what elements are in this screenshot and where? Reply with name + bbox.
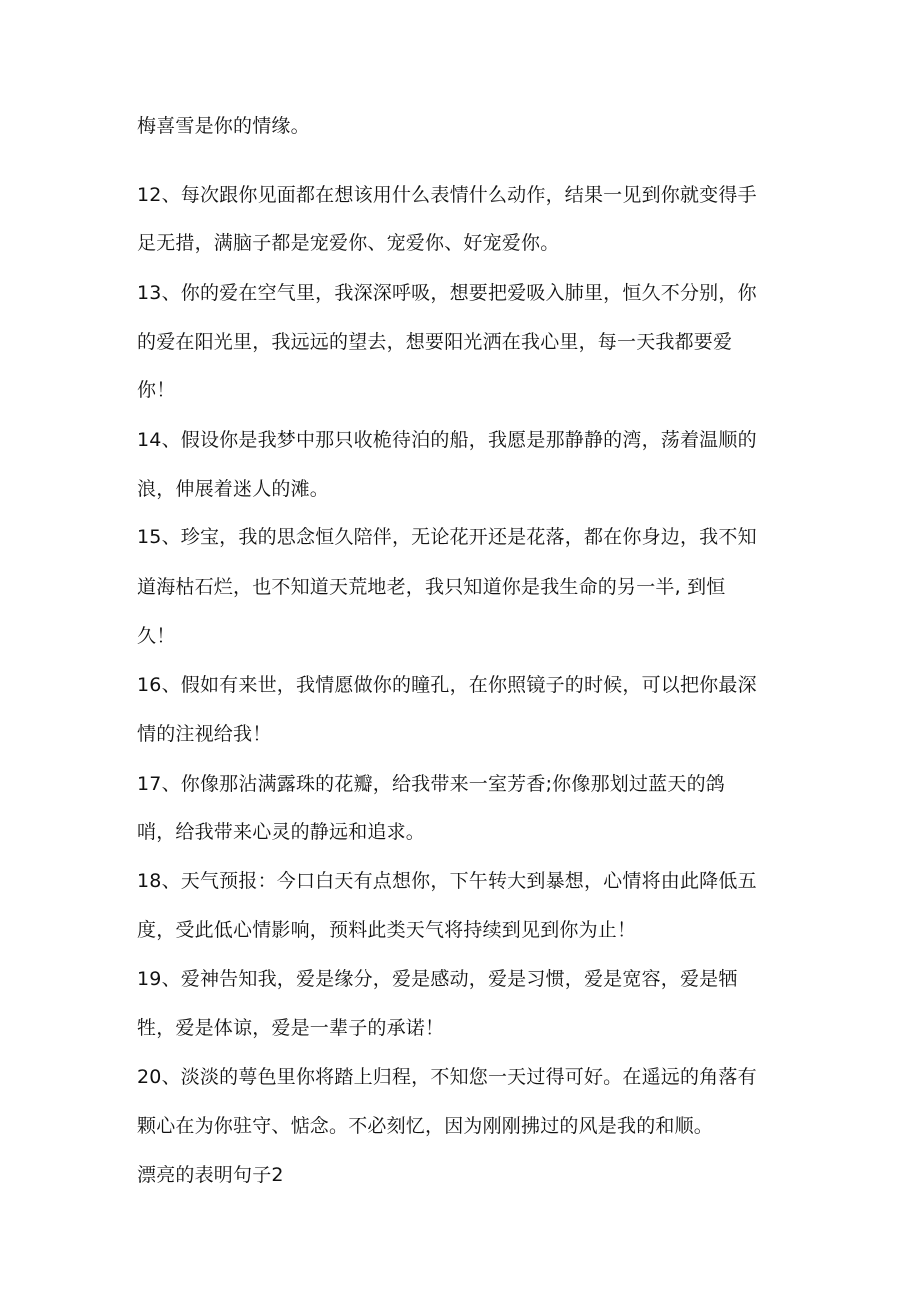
text-line: 13、你的爱在空气里，我深深呼吸，想要把爱吸入肺里，恒久不分别，你	[137, 282, 757, 304]
text-line: 20、淡淡的萼色里你将踏上归程，不知您一天过得可好。在遥远的角落有	[137, 1066, 757, 1088]
section-heading: 漂亮的表明句子2	[137, 1164, 284, 1186]
text-line: 12、每次跟你见面都在想该用什么表情什么动作，结果一见到你就变得手	[137, 184, 757, 206]
text-line: 哨，给我带来心灵的静远和追求。	[137, 821, 426, 843]
text-line: 17、你像那沾满露珠的花瓣，给我带来一室芳香;你像那划过蓝天的鸽	[137, 773, 725, 795]
text-line: 度，受此低心情影响，预料此类天气将持续到见到你为止！	[137, 919, 637, 941]
text-line: 的爱在阳光里，我远远的望去，想要阳光洒在我心里，每一天我都要爱	[137, 331, 733, 353]
text-line: 19、爱神告知我，爱是缘分，爱是感动，爱是习惯，爱是宽容，爱是牺	[137, 968, 738, 990]
text-line: 15、珍宝，我的思念恒久陪伴，无论花开还是花落，都在你身边，我不知	[137, 526, 757, 548]
text-line: 情的注视给我！	[137, 723, 272, 745]
text-line: 14、假设你是我梦中那只收桅待泊的船，我愿是那静静的湾，荡着温顺的	[137, 429, 757, 451]
text-line: 16、假如有来世，我情愿做你的瞳孔，在你照镜子的时候，可以把你最深	[137, 674, 757, 696]
text-line: 浪，伸展着迷人的滩。	[137, 478, 330, 500]
text-line: 久！	[137, 625, 176, 647]
text-line: 足无措，满脑子都是宠爱你、宠爱你、好宠爱你。	[137, 232, 560, 254]
text-line: 你！	[137, 379, 176, 401]
text-line: 18、天气预报：今口白天有点想你，下午转大到暴想，心情将由此降低五	[137, 870, 757, 892]
text-line: 颗心在为你驻守、惦念。不必刻忆，因为刚刚拂过的风是我的和顺。	[137, 1115, 714, 1137]
text-line: 牲，爱是体谅，爱是一辈子的承诺！	[137, 1017, 445, 1039]
text-line: 道海枯石烂，也不知道天荒地老，我只知道你是我生命的另一半, 到恒	[137, 576, 726, 598]
text-line: 梅喜雪是你的情缘。	[137, 115, 310, 137]
